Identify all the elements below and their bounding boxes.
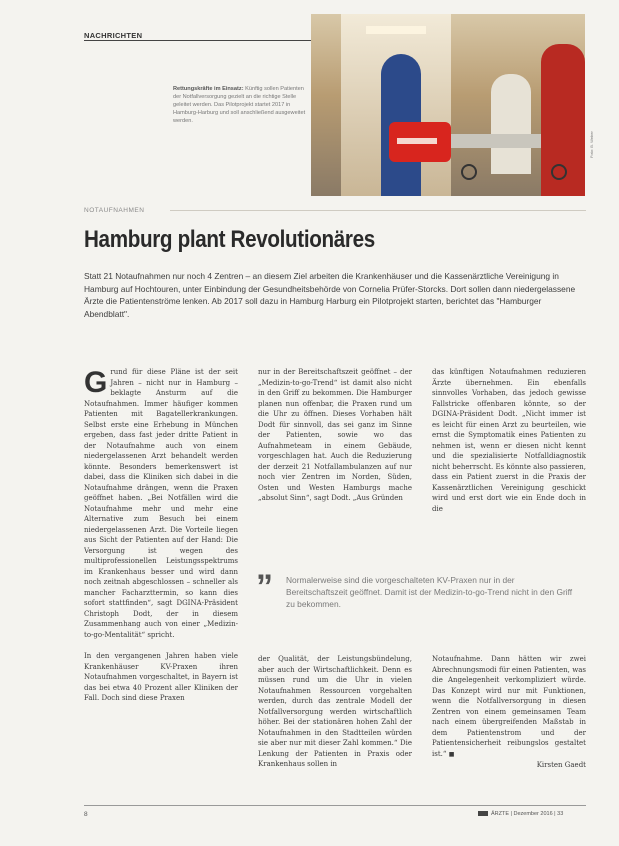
- page-number: 8: [84, 811, 88, 818]
- body-column-2: [258, 367, 412, 543]
- body-column-2-lower: [258, 654, 412, 794]
- caption-text: Künftig sollen Patienten der Notfallversorgung gezielt an die richtige Stelle geleitet werden. Das Pilotprojekt startet 2017 in Hamburg-Harburg und soll anschließend ausgeweitet werden.: [173, 86, 306, 124]
- quote-icon: ”: [256, 568, 273, 606]
- footer-publication: ÄRZTE | Dezember 2016 | 33: [478, 811, 563, 817]
- section-label: NACHRICHTEN: [84, 31, 143, 40]
- article-photo: [311, 14, 585, 196]
- photo-caption: [173, 86, 307, 126]
- caption-lead: Rettungskräfte im Einsatz:: [173, 86, 244, 92]
- body-paragraph: das künftigen Notaufnahmen reduzieren Ärzte übernehmen. Ein ebenfalls sinnvolles Vorhaben, das jedoch gewisse Fallstricke offenbaren könnte, so der DGINA-Präsident Dodt. „Nicht immer ist es leicht für einen Arzt zu beurteilen, wie ernst die Symptomatik eines Patienten zu nehmen ist, wenn er diesen nicht kennt und die spezialisierte Notfalldiagnostik nicht beherrscht. Es könnte also passieren, dass ein Patient zuerst in die Praxis der Kassenärztlichen Vereinigung geschickt wird und erst dort wie ein Ende doch in die: [432, 368, 586, 513]
- author-signature: Kirsten Gaedt: [536, 761, 586, 769]
- body-paragraph: In den vergangenen Jahren haben viele Krankenhäuser KV-Praxen ihren Notaufnahmen vorgeschaltet, in Bayern ist das bei etwa 40 Prozent aller Kliniken der Fall. Doch sind diese Praxen: [84, 652, 238, 702]
- drop-cap: G: [84, 367, 108, 399]
- section-rule: [84, 40, 311, 41]
- photo-credit: Foto: B. Weber: [589, 131, 594, 158]
- kicker-rule: [170, 210, 586, 211]
- body-column-3: [432, 367, 586, 543]
- body-paragraph: der Qualität, der Leistungsbündelung, aber auch der Wirtschaftlichkeit. Denn es müssen rund um die Uhr in vielen Notaufnahmen Ressourcen vorgehalten werden, durch das zentrale Modell der Notfallversorgung werden wirtschaftlich höher. Bei der stationären hohen Zahl der Notaufnahmen in den Stadtteilen würden sie aber nur mit dieser Zahl kommen.“ Die Lenkung der Patienten in Praxis oder Krankenhaus sollen in: [258, 655, 412, 768]
- body-paragraph: nur in der Bereitschaftszeit geöffnet – der „Medizin-to-go-Trend“ ist damit also nicht in den Griff zu bekommen. Die Hamburger planen nun offenbar, die Praxen rund um die Uhr zu öffnen. Dieses Vorhaben hält Dodt für sinnvoll, das sei ganz im Sinne der Patienten, sowie wo das Aufnahmeteam in einem Gebäude, vorgeschlagen hat. Auch die Reduzierung der derzeit 21 Notfallambulanzen auf nur noch vier Zentren im Norden, Süden, Osten und Westen Hamburgs mache „absolut Sinn“, sagt Dodt. „Aus Gründen: [258, 368, 412, 502]
- end-mark-icon: ■: [448, 750, 455, 758]
- article-headline: Hamburg plant Revolutionäres: [84, 226, 375, 253]
- body-paragraph: Grund für diese Pläne ist der seit Jahren – nicht nur in Hamburg – beklagte Ansturm auf die Notaufnahmen. Immer häufiger kommen Patienten mit Bagatellerkrankungen. Selbst erste eine Erhebung in München ergeben, dass fast jeder dritte Patient in der Notaufnahme auch von einem niedergelassenen Arzt behandelt werden könnte. Besonders bemerkenswert ist dabei, dass die Kliniken sich dabei in die Notaufnahme drängen, wenn die Praxen geöffnet haben. „Bei Notfällen wird die Notaufnahme mehr und mehr eine Alternative zum Besuch bei einem niedergelassenen Arzt. Die Vorteile liegen aus Sicht der Patienten auf der Hand: Die Versorgung ist wegen des multiprofessionellen Leistungsspektrums im Krankenhaus besser und wird dann noch zeitnah abgeschlossen – schneller als mancher Facharzttermin, so kann dies sofort stattfinden“, sagt DGINA-Präsident Christoph Dodt, der in diesem Zusammenhang auch von einer „Medizin-to-go-Mentalität“ spricht.: [84, 367, 238, 639]
- body-column-1: [84, 367, 238, 797]
- body-column-3-lower: [432, 654, 586, 771]
- pull-quote: Normalerweise sind die vorgeschalteten KV-Praxen nur in der Bereitschaftszeit geöffnet. Damit ist der Medizin-to-go-Trend nicht in den Griff zu bekommen.: [286, 575, 573, 609]
- article-lead: Statt 21 Notaufnahmen nur noch 4 Zentren – an diesem Ziel arbeiten die Krankenhäuser und die Kassenärztliche Vereinigung in Hamburg auf Hochtouren, unter Einbindung der Gesundheitsbehörde von Cornelia Prüfer-Storcks. Dort sollen dann niedergelassene Ärzte die Patientenströme lenken. Ab 2017 soll dazu in Hamburg Harburg ein Pilotprojekt starten, berichtet das "Hamburger Abendblatt".: [84, 271, 576, 319]
- footer-rule: [84, 805, 586, 806]
- publication-logo-icon: [478, 811, 488, 816]
- body-paragraph: Notaufnahme. Dann hätten wir zwei Abrechnungsmodi für einen Patienten, was die Angelegenheit verkompliziert würde. Das Konzept wird nur mit Funktionen, wenn die Notfallversorgung in diesen Zentren von einem gemeinsamen Team nach einem übergreifenden Maßstab in dem Patientenstrom und der Patientensicherheit reibungslos gestaltet ist.“ ■: [432, 655, 586, 758]
- article-kicker: NOTAUFNAHMEN: [84, 207, 145, 214]
